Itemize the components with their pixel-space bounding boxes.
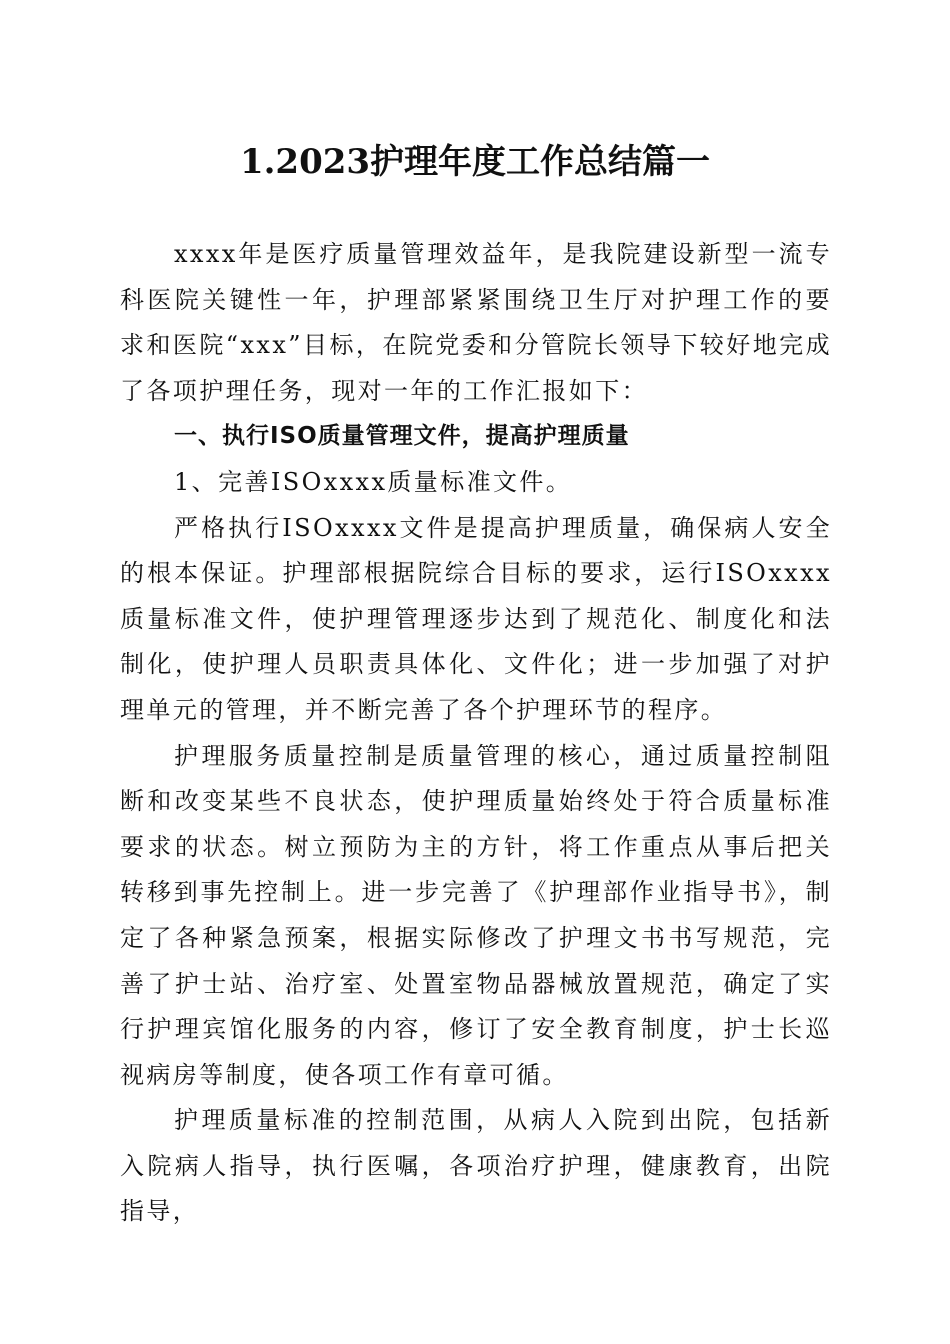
intro-paragraph: xxxx年是医疗质量管理效益年，是我院建设新型一流专科医院关键性一年，护理部紧紧围绕卫生厅对护理工作的要求和医院“xxx”目标，在院党委和分管院长领导下较好地完成了各项护理任务，现对一年的工作汇报如下： [120,240,832,405]
document-title: 1.2023护理年度工作总结篇一 [239,142,711,182]
section-heading: 一、执行ISO质量管理文件，提高护理质量 [174,423,630,450]
subsection-title: 1、完善ISOxxxx质量标准文件。 [174,467,573,496]
document-body [120,232,832,1235]
quality-control-paragraph: 护理服务质量控制是质量管理的核心，通过质量控制阻断和改变某些不良状态，使护理质量始终处于符合质量标准要求的状态。树立预防为主的方针，将工作重点从事后把关转移到事先控制上。进一步完善了《护理部作业指导书》，制定了各种紧急预案，根据实际修改了护理文书书写规范，完善了护士站、治疗室、处置室物品器械放置规范，确定了实行护理宾馆化服务的内容，修订了安全教育制度，护士长巡视病房等制度，使各项工作有章可循。 [120,741,832,1089]
scope-paragraph: 护理质量标准的控制范围，从病人入院到出院，包括新入院病人指导，执行医嘱，各项治疗护理，健康教育，出院指导， [120,1106,832,1226]
iso-paragraph: 严格执行ISOxxxx文件是提高护理质量，确保病人安全的根本保证。护理部根据院综合目标的要求，运行ISOxxxx质量标准文件，使护理管理逐步达到了规范化、制度化和法制化，使护理人员职责具体化、文件化；进一步加强了对护理单元的管理，并不断完善了各个护理环节的程序。 [120,513,832,724]
